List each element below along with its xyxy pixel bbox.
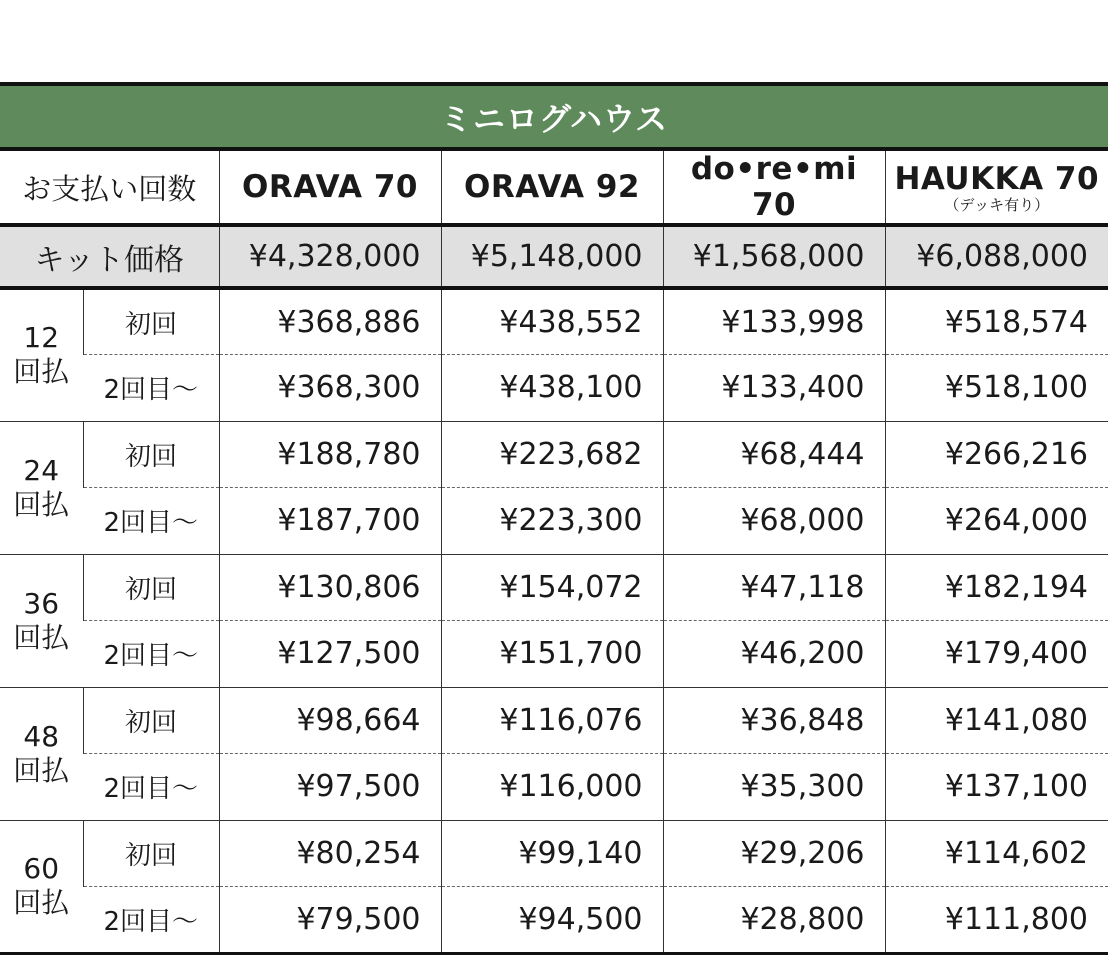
subsequent-payment-amount: ¥137,100 xyxy=(885,754,1108,821)
subsequent-payment-amount: ¥97,500 xyxy=(219,754,441,821)
product-header-doremi-70 xyxy=(663,151,885,225)
installment-count: 60 xyxy=(23,852,60,885)
installment-term xyxy=(0,820,83,953)
first-payment-label: 初回 xyxy=(83,554,219,621)
first-payment-amount: ¥182,194 xyxy=(885,554,1108,621)
subsequent-payment-amount: ¥151,700 xyxy=(441,621,663,688)
installment-unit: 回払 xyxy=(13,487,70,521)
subsequent-payment-amount: ¥116,000 xyxy=(441,754,663,821)
first-payment-amount: ¥99,140 xyxy=(441,820,663,887)
subsequent-payment-amount: ¥68,000 xyxy=(663,488,885,555)
first-payment-amount: ¥266,216 xyxy=(885,421,1108,488)
first-payment-label: 初回 xyxy=(83,687,219,754)
kit-price-row xyxy=(0,225,1108,288)
product-name: ORAVA 70 xyxy=(242,169,418,205)
subsequent-payment-amount: ¥368,300 xyxy=(219,355,441,422)
first-payment-amount: ¥29,206 xyxy=(663,820,885,887)
installment-count: 48 xyxy=(23,719,60,753)
installment-term xyxy=(0,687,83,820)
subsequent-payment-amount: ¥46,200 xyxy=(663,621,885,688)
kit-price-cell: ¥4,328,000 xyxy=(219,225,441,288)
first-payment-amount: ¥36,848 xyxy=(663,687,885,754)
payment-count-header: お支払い回数 xyxy=(0,151,219,225)
installment-price-table xyxy=(0,151,1108,955)
installment-unit: 回払 xyxy=(13,886,70,919)
first-payment-amount: ¥154,072 xyxy=(441,554,663,621)
first-payment-amount: ¥223,682 xyxy=(441,421,663,488)
first-payment-amount: ¥116,076 xyxy=(441,687,663,754)
kit-price-cell: ¥1,568,000 xyxy=(663,225,885,288)
first-payment-amount: ¥114,602 xyxy=(885,820,1108,887)
installment-first-row xyxy=(0,820,1108,887)
first-payment-label: 初回 xyxy=(83,421,219,488)
first-payment-amount: ¥368,886 xyxy=(219,288,441,355)
installment-rest-row xyxy=(0,887,1108,954)
installment-rest-row xyxy=(0,754,1108,821)
subsequent-payment-amount: ¥35,300 xyxy=(663,754,885,821)
subsequent-payment-amount: ¥94,500 xyxy=(441,887,663,954)
kit-price-label: キット価格 xyxy=(0,225,219,288)
installment-rest-row xyxy=(0,355,1108,422)
table-title-banner xyxy=(0,82,1108,151)
installment-term xyxy=(0,421,83,554)
installment-term xyxy=(0,288,83,421)
subsequent-payment-label: 2回目〜 xyxy=(83,887,219,954)
first-payment-amount: ¥80,254 xyxy=(219,820,441,887)
installment-term xyxy=(0,554,83,687)
subsequent-payment-amount: ¥438,100 xyxy=(441,355,663,422)
installment-count: 12 xyxy=(23,321,60,355)
header-row xyxy=(0,151,1108,225)
subsequent-payment-label: 2回目〜 xyxy=(83,488,219,555)
subsequent-payment-label: 2回目〜 xyxy=(83,754,219,821)
installment-first-row xyxy=(0,421,1108,488)
first-payment-amount: ¥518,574 xyxy=(885,288,1108,355)
product-name: do•re•mi 70 xyxy=(690,151,858,223)
subsequent-payment-amount: ¥223,300 xyxy=(441,488,663,555)
first-payment-label: 初回 xyxy=(83,288,219,355)
subsequent-payment-label: 2回目〜 xyxy=(83,621,219,688)
product-header-haukka-70 xyxy=(885,151,1108,225)
first-payment-label: 初回 xyxy=(83,820,219,887)
subsequent-payment-amount: ¥127,500 xyxy=(219,621,441,688)
table-title: ミニログハウス xyxy=(439,99,669,138)
installment-rest-row xyxy=(0,621,1108,688)
installment-first-row xyxy=(0,554,1108,621)
subsequent-payment-amount: ¥518,100 xyxy=(885,355,1108,422)
installment-count: 36 xyxy=(23,586,60,620)
first-payment-amount: ¥438,552 xyxy=(441,288,663,355)
product-header-orava-70 xyxy=(219,151,441,225)
installment-first-row xyxy=(0,687,1108,754)
subsequent-payment-amount: ¥79,500 xyxy=(219,887,441,954)
first-payment-amount: ¥188,780 xyxy=(219,421,441,488)
product-note: （デッキ有り） xyxy=(944,195,1050,214)
price-table-sheet xyxy=(0,82,1108,951)
installment-unit: 回払 xyxy=(13,355,70,389)
subsequent-payment-label: 2回目〜 xyxy=(83,355,219,422)
installment-unit: 回払 xyxy=(13,620,70,654)
subsequent-payment-amount: ¥111,800 xyxy=(885,887,1108,954)
product-name: HAUKKA 70 xyxy=(894,160,1100,197)
subsequent-payment-amount: ¥133,400 xyxy=(663,355,885,422)
product-header-orava-92 xyxy=(441,151,663,225)
installment-unit: 回払 xyxy=(13,753,70,787)
installment-rest-row xyxy=(0,488,1108,555)
subsequent-payment-amount: ¥187,700 xyxy=(219,488,441,555)
first-payment-amount: ¥141,080 xyxy=(885,687,1108,754)
installment-count: 24 xyxy=(23,453,60,487)
subsequent-payment-amount: ¥179,400 xyxy=(885,621,1108,688)
subsequent-payment-amount: ¥264,000 xyxy=(885,488,1108,555)
first-payment-amount: ¥68,444 xyxy=(663,421,885,488)
product-name: ORAVA 92 xyxy=(464,169,640,205)
kit-price-cell: ¥5,148,000 xyxy=(441,225,663,288)
kit-price-cell: ¥6,088,000 xyxy=(885,225,1108,288)
first-payment-amount: ¥98,664 xyxy=(219,687,441,754)
subsequent-payment-amount: ¥28,800 xyxy=(663,887,885,954)
first-payment-amount: ¥47,118 xyxy=(663,554,885,621)
first-payment-amount: ¥130,806 xyxy=(219,554,441,621)
installment-first-row xyxy=(0,288,1108,355)
first-payment-amount: ¥133,998 xyxy=(663,288,885,355)
